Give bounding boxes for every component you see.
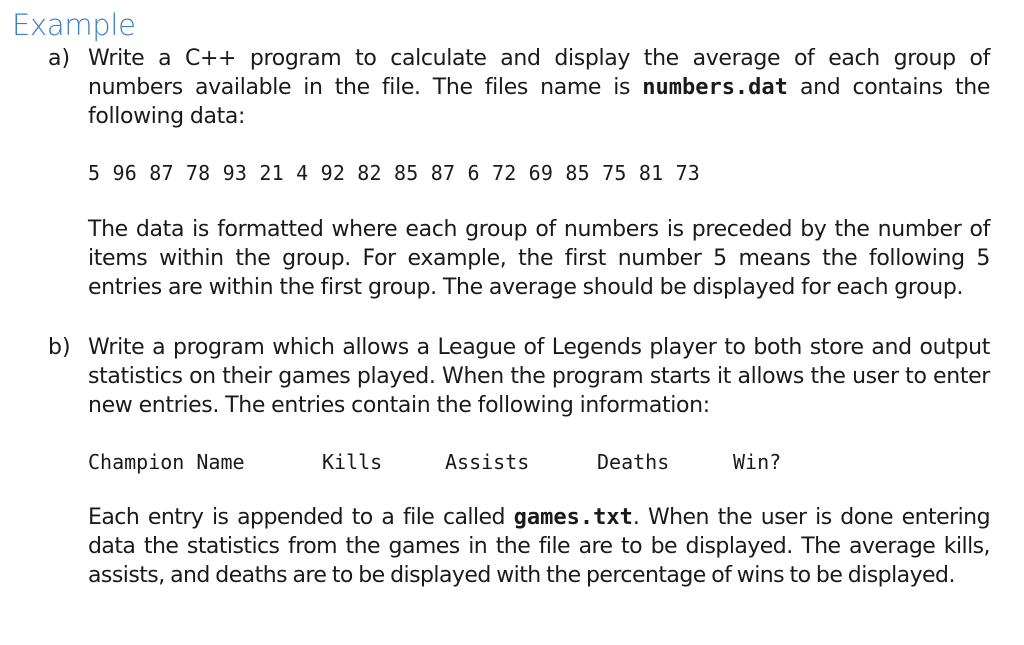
page-title: Example: [12, 8, 136, 42]
part-a-intro-before: Write a C++ program to calculate and display the average of each group of numbers available in the file. The files name is: [88, 46, 990, 100]
field-kills: Kills: [322, 450, 383, 474]
field-deaths: Deaths: [597, 450, 670, 474]
part-a-marker: a): [48, 46, 71, 71]
part-b-closing-before: Each entry is appended to a file called: [88, 505, 514, 530]
part-b-intro: Write a program which allows a League of Legends player to both store and output statistics on their games played. When the program starts it allows the user to enter new entries. The entries contain the following information:: [88, 335, 990, 418]
part-a-intro: [88, 44, 990, 131]
numbers-data-line: 5 96 87 78 93 21 4 92 82 85 87 6 72 69 85 75 81 73: [88, 161, 701, 185]
entry-fields: [88, 448, 990, 477]
question-part-a: [48, 44, 990, 302]
part-b-marker: b): [48, 335, 71, 360]
part-b-closing: [88, 503, 990, 590]
games-filename: games.txt: [513, 505, 633, 530]
part-a-explanation: The data is formatted where each group of numbers is preceded by the number of items within the group. For example, the first number 5 means the following 5 entries are within the first group. The average should be displayed for each group.: [88, 217, 990, 300]
field-win: Win?: [733, 450, 782, 474]
numbers-filename: numbers.dat: [642, 75, 788, 100]
part-a-intro-after: and contains the following data:: [88, 75, 990, 129]
part-b-closing-after: . When the user is done entering data the statistics from the games in the file are to be displayed. The average kills, assists, and deaths are to be displayed with the percentage of wins to be displayed.: [88, 505, 990, 588]
question-part-b: [48, 333, 990, 590]
field-assists: Assists: [445, 450, 530, 474]
field-champion-name: Champion Name: [88, 450, 245, 474]
